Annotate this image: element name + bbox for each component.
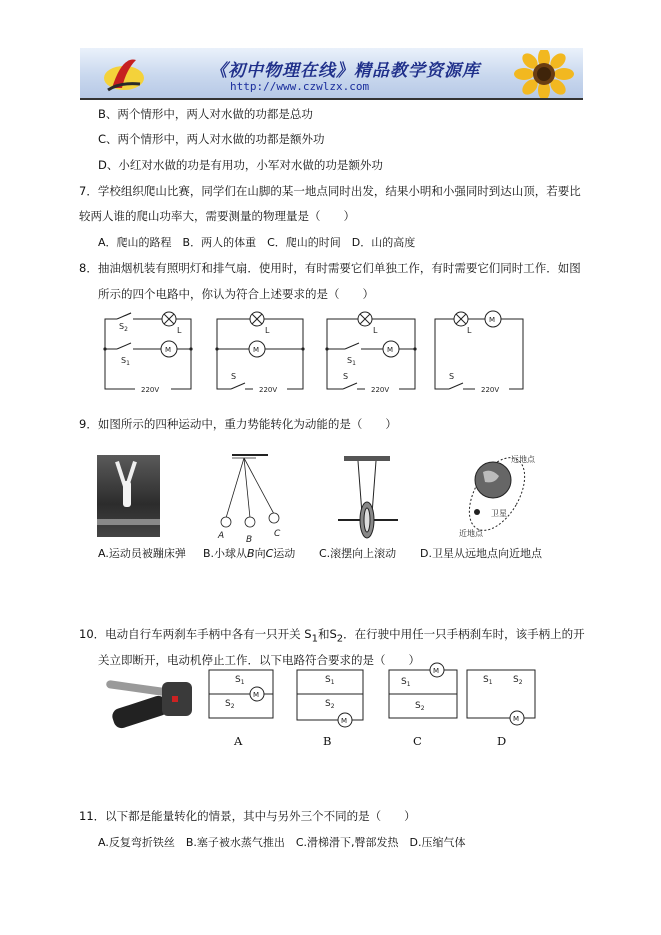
svg-text:A: A (218, 531, 225, 541)
c1-s2-label: S (119, 322, 125, 331)
q9-caption-a: A.运动员被蹦床弹 (98, 547, 186, 560)
svg-text:M: M (253, 691, 260, 699)
svg-text:M: M (513, 715, 520, 723)
svg-text:S: S (449, 372, 455, 381)
svg-text:220V: 220V (259, 386, 278, 394)
q7-stem-line2: 较两人谁的爬山功率大，需要测量的物理量是（ ） (79, 209, 355, 223)
banner-url: http://www.czwlzx.com (230, 80, 370, 93)
q10-label-a: A (234, 734, 243, 748)
svg-text:M: M (433, 667, 440, 675)
q10-label-c: C (413, 734, 422, 748)
svg-text:C: C (274, 529, 281, 539)
q9-caption-b: B.小球从B向C运动 (203, 547, 296, 560)
svg-text:S2: $S_2$ (513, 675, 523, 686)
svg-text:L: L (373, 326, 378, 335)
logo-icon (100, 52, 148, 94)
q6-option-d: D、小红对水做的功是有用功，小军对水做的功是额外功 (98, 158, 383, 172)
q8-stem-line2: 所示的四个电路中，你认为符合上述要求的是（ ） (98, 287, 374, 301)
banner-title: 《初中物理在线》精品教学资源库 (210, 61, 480, 81)
satellite-orbit-figure (455, 450, 565, 542)
q6-option-c: C、两个情形中，两人对水做的功都是额外功 (98, 132, 325, 146)
svg-text:S1: $S_1$ (483, 675, 493, 686)
svg-text:L: L (467, 326, 472, 335)
q10-label-d: D (497, 734, 507, 748)
svg-text:S: S (231, 372, 237, 381)
q10-circuits-figure (205, 662, 545, 732)
q9-stem: 9．如图所示的四种运动中，重力势能转化为动能的是（ ） (79, 417, 397, 431)
svg-text:M: M (489, 316, 496, 324)
svg-text:S1: $S_1$ (121, 356, 130, 367)
svg-text:S1: $S_1$ (235, 675, 245, 686)
svg-text:卫星: 卫星 (491, 509, 507, 518)
svg-text:S1: $S_1$ (325, 675, 335, 686)
svg-text:L: L (265, 326, 270, 335)
q11-options: A.反复弯折铁丝 B.塞子被水蒸气推出 C.滑梯滑下,臀部发热 D.压缩气体 (98, 836, 466, 849)
svg-text:S2: $S_2$ (325, 699, 335, 710)
svg-text:M: M (253, 346, 260, 354)
svg-text:220V: 220V (141, 386, 160, 394)
svg-text:L: L (177, 326, 182, 335)
q11-stem: 11．以下都是能量转化的情景，其中与另外三个不同的是（ ） (79, 809, 416, 823)
q10-label-b: B (323, 734, 332, 748)
svg-text:M: M (387, 346, 394, 354)
svg-text:S2: $S_2$ (119, 322, 128, 333)
brake-handle-photo (106, 676, 202, 731)
svg-text:远地点: 远地点 (511, 455, 535, 464)
maxwell-wheel-figure (332, 452, 404, 542)
q8-stem-line1: 8．抽油烟机装有照明灯和排气扇．使用时，有时需要它们单独工作，有时需要它们同时工作．如图 (79, 261, 581, 275)
header-banner (80, 48, 583, 98)
svg-text:220V: 220V (371, 386, 390, 394)
svg-text:M: M (165, 346, 172, 354)
svg-text:S1: $S_1$ (401, 677, 411, 688)
banner-divider (80, 98, 583, 100)
svg-text:S1: $S_1$ (347, 356, 356, 367)
q6-option-b: B、两个情形中，两人对水做的功都是总功 (98, 107, 313, 121)
q7-stem-line1: 7．学校组织爬山比赛，同学们在山脚的某一地点同时出发，结果小明和小强同时到达山顶，若要比 (79, 184, 581, 198)
sunflower-icon (509, 50, 579, 98)
svg-text:220V: 220V (481, 386, 500, 394)
svg-text:S2: $S_2$ (225, 699, 235, 710)
svg-text:B: B (246, 535, 253, 544)
svg-text:S: S (343, 372, 349, 381)
q7-options: A．爬山的路程 B．两人的体重 C．爬山的时间 D．山的高度 (98, 236, 416, 249)
q10-stem-line1: 10．电动自行车两刹车手柄中各有一只开关 $S_1$和$S_2$．在行驶中用任一只手柄刹车时，该手柄上的开 (79, 627, 585, 645)
q8-circuits-figure (95, 305, 525, 400)
svg-text:S2: $S_2$ (415, 701, 425, 712)
q10-stem-line2: 关立即断开，电动机停止工作．以下电路符合要求的是（ ） (98, 653, 420, 667)
trampoline-photo (97, 455, 160, 537)
svg-text:近地点: 近地点 (459, 529, 483, 538)
q9-caption-c: C.滚摆向上滚动 (319, 547, 397, 560)
pendulum-figure (212, 452, 292, 544)
q9-caption-d: D.卫星从远地点向近地点 (420, 547, 542, 560)
svg-text:M: M (341, 717, 348, 725)
